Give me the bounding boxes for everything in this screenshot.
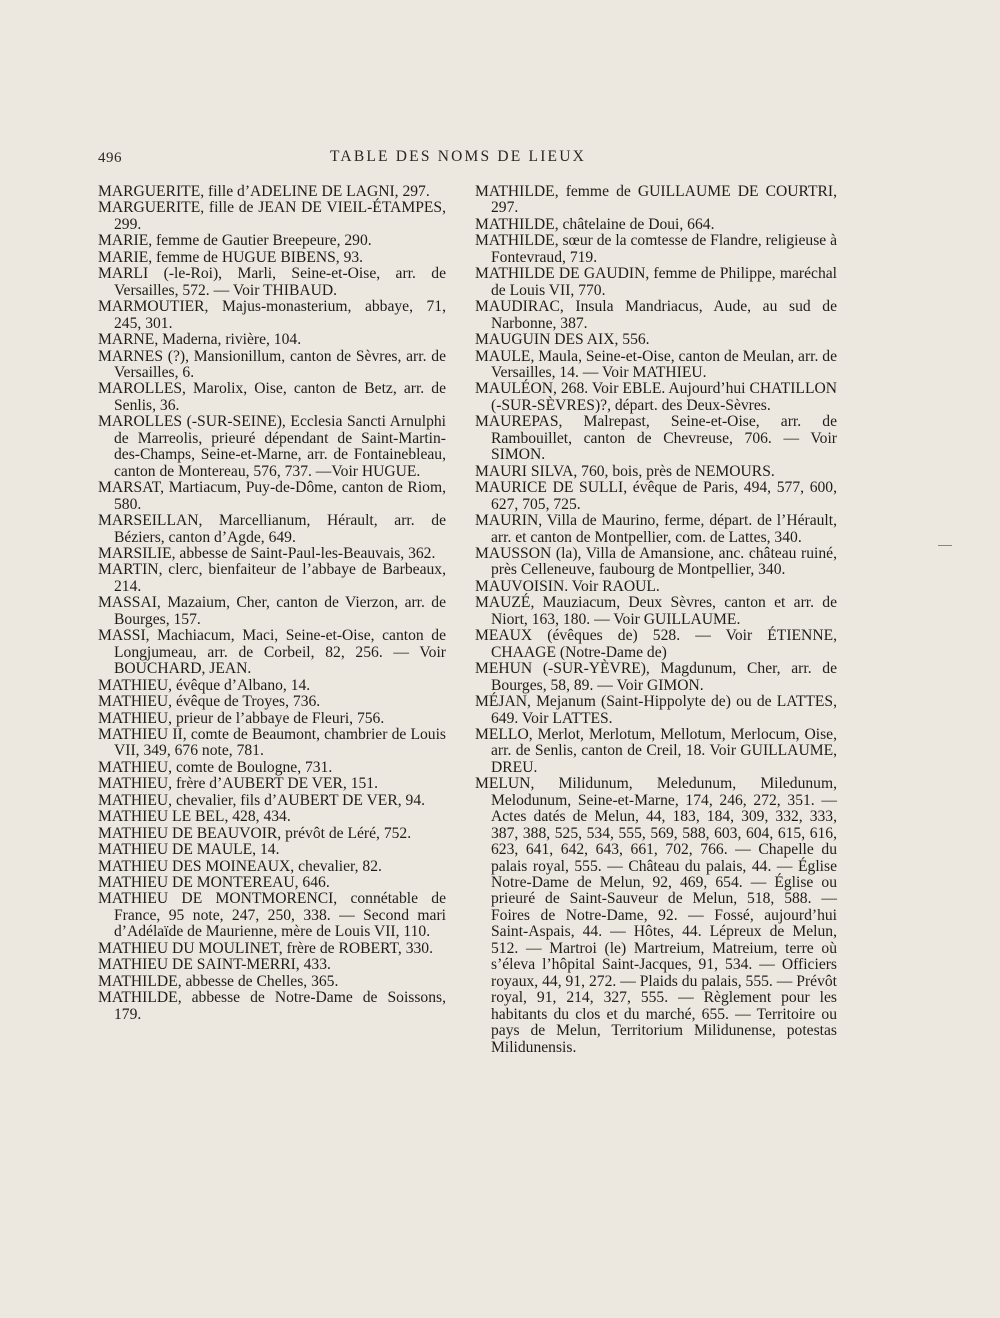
index-entry: MARIE, femme de HUGUE BIBENS, 93.: [98, 248, 364, 266]
index-entry: MATHIEU, prieur de l’abbaye de Fleuri, 756.: [98, 709, 385, 727]
index-column-right: [475, 184, 837, 1056]
index-entry: MATHILDE, sœur de la comtesse de Flandre, religieuse à Fontevraud, 719.: [475, 232, 838, 266]
index-entry: MELLO, Merlot, Merlotum, Mellotum, Merlocum, Oise, arr. de Senlis, canton de Creil, 18. Voir GUILLAUME, DREU.: [475, 725, 837, 776]
index-entry: MASSI, Machiacum, Maci, Seine-et-Oise, canton de Longjumeau, arr. de Corbeil, 82, 256. — Voir BOUCHARD, JEAN.: [98, 627, 446, 678]
index-entry: MATHIEU LE BEL, 428, 434.: [98, 808, 291, 826]
index-entry: MAUZÉ, Mauziacum, Deux Sèvres, canton et arr. de Niort, 163, 180. — Voir GUILLAUME.: [475, 594, 837, 628]
index-entry: MAROLLES, Marolix, Oise, canton de Betz, arr. de Senlis, 36.: [98, 380, 446, 414]
index-entry: MAUSSON (la), Villa de Amansione, anc. château ruiné, près Celleneuve, faubourg de Montpellier, 340.: [475, 544, 837, 579]
index-entry: MARSEILLAN, Marcellianum, Hérault, arr. de Béziers, canton d’Agde, 649.: [98, 512, 446, 546]
index-entry: MARMOUTIER, Majus-monasterium, abbaye, 71, 245, 301.: [98, 298, 446, 332]
index-entry: MARGUERITE, fille de JEAN DE VIEIL-ÉTAMPES, 299.: [98, 199, 446, 233]
index-entry: MATHILDE, abbesse de Chelles, 365.: [98, 972, 339, 990]
index-entry: MATHIEU, frère d’AUBERT DE VER, 151.: [98, 775, 379, 793]
index-entry: MARLI (-le-Roi), Marli, Seine-et-Oise, arr. de Versailles, 572. — Voir THIBAUD.: [98, 265, 446, 299]
index-entry: MATHIEU DE MONTMORENCI, connétable de France, 95 note, 247, 250, 338. — Second mari d’Adélaïde de Maurienne, mère de Louis VII, 110.: [98, 890, 446, 941]
index-entry: MAROLLES (-SUR-SEINE), Ecclesia Sancti Arnulphi de Marreolis, prieuré dépendant de Saint-Martin-des-Champs, Seine-et-Marne, arr. de Fontainebleau, canton de Montereau, 576, 737. —Voir HUGUE.: [98, 413, 446, 480]
index-entry: MATHIEU DE BEAUVOIR, prévôt de Léré, 752.: [98, 824, 412, 842]
index-entry: MARSAT, Martiacum, Puy-de-Dôme, canton de Riom, 580.: [98, 479, 446, 513]
index-entry: MEHUN (-SUR-YÈVRE), Magdunum, Cher, arr. de Bourges, 58, 89. — Voir GIMON.: [475, 660, 837, 694]
index-entry: MATHIEU, chevalier, fils d’AUBERT DE VER, 94.: [98, 791, 426, 809]
index-entry: MAULÉON, 268. Voir EBLE. Aujourd’hui CHATILLON (-SUR-SÈVRES)?, départ. des Deux-Sèvres.: [475, 380, 837, 414]
index-entry: MAURICE DE SULLI, évêque de Paris, 494, 577, 600, 627, 705, 725.: [475, 479, 837, 513]
index-entry: MATHIEU DE SAINT-MERRI, 433.: [98, 956, 331, 974]
index-entry: MAURI SILVA, 760, bois, près de NEMOURS.: [475, 462, 775, 480]
running-head: TABLE DES NOMS DE LIEUX: [330, 148, 587, 165]
index-entry: MATHILDE, châtelaine de Doui, 664.: [475, 215, 715, 233]
index-entry: MARGUERITE, fille d’ADELINE DE LAGNI, 297.: [98, 183, 430, 200]
index-entry: MASSAI, Mazaium, Cher, canton de Vierzon, arr. de Bourges, 157.: [98, 594, 446, 628]
index-entry: MATHILDE, abbesse de Notre-Dame de Soissons, 179.: [98, 989, 446, 1023]
index-entry: MATHIEU II, comte de Beaumont, chambrier de Louis VII, 349, 676 note, 781.: [98, 725, 446, 760]
index-entry: MAUVOISIN. Voir RAOUL.: [475, 577, 660, 595]
index-entry: MAUGUIN DES AIX, 556.: [475, 331, 650, 349]
index-entry: MARSILIE, abbesse de Saint-Paul-les-Beauvais, 362.: [98, 544, 436, 562]
index-entry: MAUREPAS, Malrepast, Seine-et-Oise, arr. de Rambouillet, canton de Chevreuse, 706. — Voir SIMON.: [475, 413, 837, 464]
index-entry: MAULE, Maula, Seine-et-Oise, canton de Meulan, arr. de Versailles, 14. — Voir MATHIEU.: [475, 347, 838, 381]
margin-mark: [938, 545, 952, 546]
index-entry: MARTIN, clerc, bienfaiteur de l’abbaye de Barbeaux, 214.: [98, 561, 446, 595]
index-entry: MATHIEU, comte de Boulogne, 731.: [98, 758, 333, 776]
index-entry: MAURIN, Villa de Maurino, ferme, départ. de l’Hérault, arr. et canton de Montpellier, com. de Lattes, 340.: [475, 512, 837, 546]
index-entry: MATHIEU DE MAULE, 14.: [98, 841, 280, 859]
index-entry: MELUN, Milidunum, Meledunum, Miledunum, Melodunum, Seine-et-Marne, 174, 246, 272, 351. — Actes datés de Melun, 44, 183, 184, 309, 332, 333, 387, 388, 525, 534, 555, 569, 588, 603, 604, 615, 616, 623, 641, 642, 643, 661, 702, 766. — Chapelle du palais royal, 555. — Château du palais, 44. — Église Notre-Dame de Melun, 92, 469, 654. — Église ou prieuré de Saint-Sauveur de Melun, 518, 588. — Foires de Notre-Dame, 92. — Fossé, aujourd’hui Saint-Aspais, 44. — Hôtes, 44. Lépreux de Melun, 512. — Martroi (le) Martreium, Matreium, terre où s’éleva l’hôpital Saint-Jacques, 91, 534. — Officiers royaux, 44, 91, 272. — Plaids du palais, 555. — Prévôt royal, 91, 214, 327, 555. — Règlement pour les habitants du clos et du marché, 655. — Territoire ou pays de Melun, Territorium Milidunense, potestas Milidunensis.: [475, 775, 837, 1056]
index-entry: MATHILDE, femme de GUILLAUME DE COURTRI, 297.: [475, 183, 837, 217]
index-entry: MATHIEU DES MOINEAUX, chevalier, 82.: [98, 857, 382, 875]
index-entry: MARNES (?), Mansionillum, canton de Sèvres, arr. de Versailles, 6.: [98, 347, 446, 381]
index-entry: MATHILDE DE GAUDIN, femme de Philippe, maréchal de Louis VII, 770.: [475, 265, 837, 299]
index-entry: MARNE, Maderna, rivière, 104.: [98, 331, 302, 349]
index-entry: MÉJAN, Mejanum (Saint-Hippolyte de) ou de LATTES, 649. Voir LATTES.: [475, 693, 837, 727]
index-entry: MEAUX (évêques de) 528. — Voir ÉTIENNE, CHAAGE (Notre-Dame de): [475, 627, 837, 661]
index-entry: MARIE, femme de Gautier Breepeure, 290.: [98, 232, 372, 250]
index-entry: MATHIEU DU MOULINET, frère de ROBERT, 330.: [98, 939, 433, 957]
index-entry: MAUDIRAC, Insula Mandriacus, Aude, au sud de Narbonne, 387.: [475, 298, 837, 332]
index-entry: MATHIEU, évêque de Troyes, 736.: [98, 693, 321, 711]
page-number: 496: [98, 150, 122, 166]
index-entry: MATHIEU, évêque d’Albano, 14.: [98, 676, 311, 694]
index-column-left: [98, 184, 446, 1023]
index-entry: MATHIEU DE MONTEREAU, 646.: [98, 874, 330, 892]
